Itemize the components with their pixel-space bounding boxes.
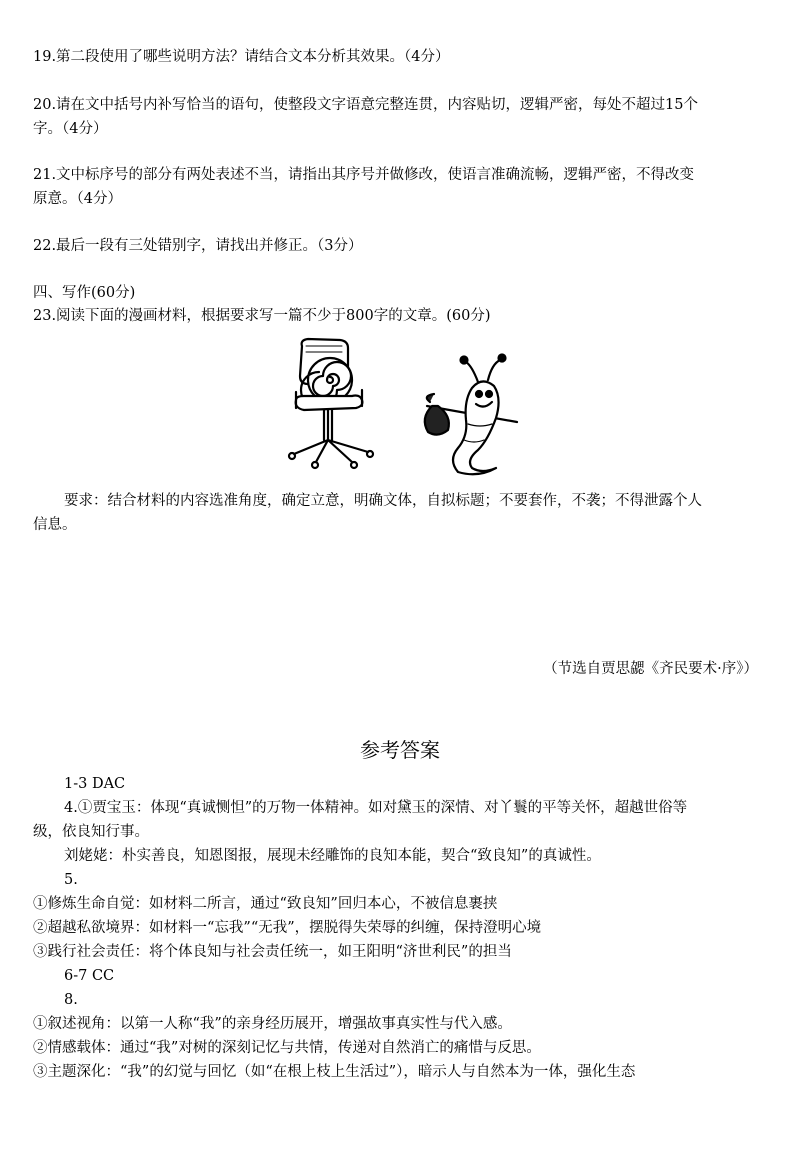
- writing-requirement-line2: 信息。: [33, 517, 77, 533]
- worm-with-bundle: [425, 355, 517, 475]
- question-21-line1: 21.文中标序号的部分有两处表述不当，请指出其序号并做修改，使语言准确流畅，逻辑严密，不得改变: [33, 167, 695, 183]
- answer-4-line1: 4.①贾宝玉：体现“真诚恻怛”的万物一体精神。如对黛玉的深情、对丫鬟的平等关怀，超越世俗等: [64, 800, 688, 816]
- answer-8-item1: ①叙述视角：以第一人称“我”的亲身经历展开，增强故事真实性与代入感。: [33, 1016, 512, 1032]
- answer-5-item2: ②超越私欲境界：如材料一“忘我”“无我”，摆脱得失荣辱的纠缠，保持澄明心境: [33, 920, 542, 936]
- comic-illustration: [282, 336, 532, 478]
- question-21-line2: 原意。（4分）: [33, 191, 122, 207]
- answers-title: 参考答案: [360, 738, 440, 762]
- answer-6-7: 6-7 CC: [64, 968, 115, 984]
- question-20-line2: 字。（4分）: [33, 121, 108, 137]
- answer-5-item1: ①修炼生命自觉：如材料二所言，通过“致良知”回归本心，不被信息裹挟: [33, 896, 498, 912]
- writing-section-title: 四、写作(60分): [33, 285, 136, 301]
- question-20-line1: 20.请在文中括号内补写恰当的语句，使整段文字语意完整连贯，内容贴切，逻辑严密，每处不超过15个: [33, 97, 699, 113]
- writing-requirement-line1: 要求：结合材料的内容选准角度，确定立意，明确文体，自拟标题；不要套作，不袭；不得泄露个人: [64, 493, 702, 509]
- source-note: （节选自贾思勰《齐民要术·序》）: [543, 661, 758, 677]
- answer-8: 8.: [64, 992, 78, 1008]
- answer-4-line3: 刘姥姥：朴实善良，知恩图报，展现未经雕饰的良知本能，契合“致良知”的真诚性。: [64, 848, 601, 864]
- answer-5-item3: ③践行社会责任：将个体良知与社会责任统一，如王阳明“济世利民”的担当: [33, 944, 512, 960]
- question-19: 19.第二段使用了哪些说明方法？请结合文本分析其效果。（4分）: [33, 49, 450, 65]
- answer-5: 5.: [64, 872, 78, 888]
- answer-1-3: 1-3 DAC: [64, 776, 126, 792]
- question-22: 22.最后一段有三处错别字，请找出并修正。（3分）: [33, 238, 363, 254]
- answer-8-item3: ③主题深化：“我”的幻觉与回忆（如“在根上枝上生活过”），暗示人与自然本为一体，强化生态: [33, 1064, 636, 1080]
- answer-8-item2: ②情感载体：通过“我”对树的深刻记忆与共情，传递对自然消亡的痛惜与反思。: [33, 1040, 541, 1056]
- office-chair-with-snail-shell: [289, 339, 373, 468]
- question-23: 23.阅读下面的漫画材料，根据要求写一篇不少于800字的文章。(60分): [33, 308, 491, 324]
- answer-4-line2: 级，依良知行事。: [33, 824, 149, 840]
